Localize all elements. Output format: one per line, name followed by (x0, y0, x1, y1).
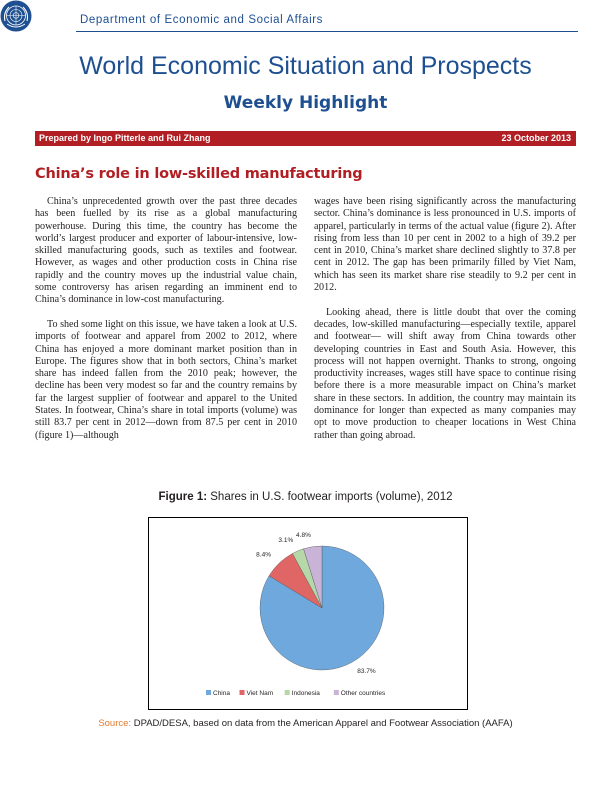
pie-value-label: 83.7% (357, 667, 376, 675)
byline-bar (35, 131, 576, 146)
article-column-right (314, 196, 576, 454)
figure-caption-text: Shares in U.S. footwear imports (volume), 2012 (210, 491, 453, 503)
figure-source (0, 718, 611, 729)
legend-swatch (285, 690, 290, 695)
publication-title: World Economic Situation and Prospects (79, 52, 532, 80)
figure-caption (0, 491, 611, 503)
legend-entry: Viet Nam (246, 690, 274, 697)
figure-chart-frame (148, 517, 468, 710)
legend-swatch (206, 690, 211, 695)
article-column-left (35, 196, 297, 454)
source-label: Source: (98, 718, 132, 729)
paragraph: To shed some light on this issue, we have taken a look at U.S. imports of footwear and apparel from 2002 to 2012, where China has enjoyed a more dominant market position than in Europe. The figures show that in both sectors, China’s market share has indeed fallen from the 2010 peak; however, the decline has been very modest so far and the country remains by far the largest supplier of footwear and apparel to the United States. In footwear, China’s share in total imports (volume) was still 83.7 per cent in 2012—down from 87.5 per cent in 2010 (figure 1)—although (35, 318, 297, 441)
article-heading: China’s role in low-skilled manufacturing (35, 166, 363, 182)
paragraph: wages have been rising significantly across the manufacturing sector. China’s dominance is less pronounced in U.S. imports of apparel, particularly in terms of the actual value (figure 2). After rising from less than 10 per cent in 2002 to a high of 39.2 per cent in 2010, China’s market share declined slightly to 37.8 per cent in 2012. The gap has been primarily filled by Viet Nam, which has seen its market share rise steadily to 9.2 per cent in 2012. (314, 196, 576, 294)
pie-value-label: 3.1% (278, 536, 294, 544)
paragraph: China’s unprecedented growth over the past three decades has been fuelled by its rise as a global manufacturing powerhouse. During this time, the country has become the world’s largest producer and exporter of labour-intensive, low-skilled manufacturing goods, such as textiles and footwear. However, as wages and other production costs in China rise rapidly and the country moves up the industrial value chain, some controversy has arisen regarding an imminent end to China’s dominance in low-cost manufacturing. (35, 196, 297, 306)
department-divider (76, 31, 578, 32)
department-name: Department of Economic and Social Affairs (80, 14, 323, 26)
legend-swatch (334, 690, 339, 695)
pie-value-label: 4.8% (296, 531, 311, 539)
byline-date: 23 October 2013 (501, 133, 571, 143)
legend-entry: China (213, 690, 230, 697)
legend-entry: Indonesia (291, 690, 320, 697)
pie-chart (149, 518, 467, 709)
source-text: DPAD/DESA, based on data from the American Apparel and Footwear Association (AAFA) (133, 718, 513, 729)
legend-entry: Other countries (340, 690, 386, 697)
byline-authors: Prepared by Ingo Pitterle and Rui Zhang (39, 133, 211, 143)
paragraph: Looking ahead, there is little doubt that over the coming decades, low-skilled manufacturing—especially textile, apparel and footwear— will shift away from China towards other developing countries in East and South Asia. However, this process will not happen overnight. Thanks to strong, ongoing productivity increases, wages still have space to continue rising before there is a more measurable impact on China’s market share in these sectors. In addition, the country may maintain its dominance for longer than expected as many companies may opt to move production to cheaper locations in West China rather than going abroad. (314, 306, 576, 441)
publication-subtitle: Weekly Highlight (223, 93, 388, 113)
figure-caption-label: Figure 1: (158, 491, 208, 503)
legend-swatch (240, 690, 245, 695)
pie-value-label: 8.4% (256, 551, 272, 559)
un-emblem-icon (0, 0, 32, 32)
